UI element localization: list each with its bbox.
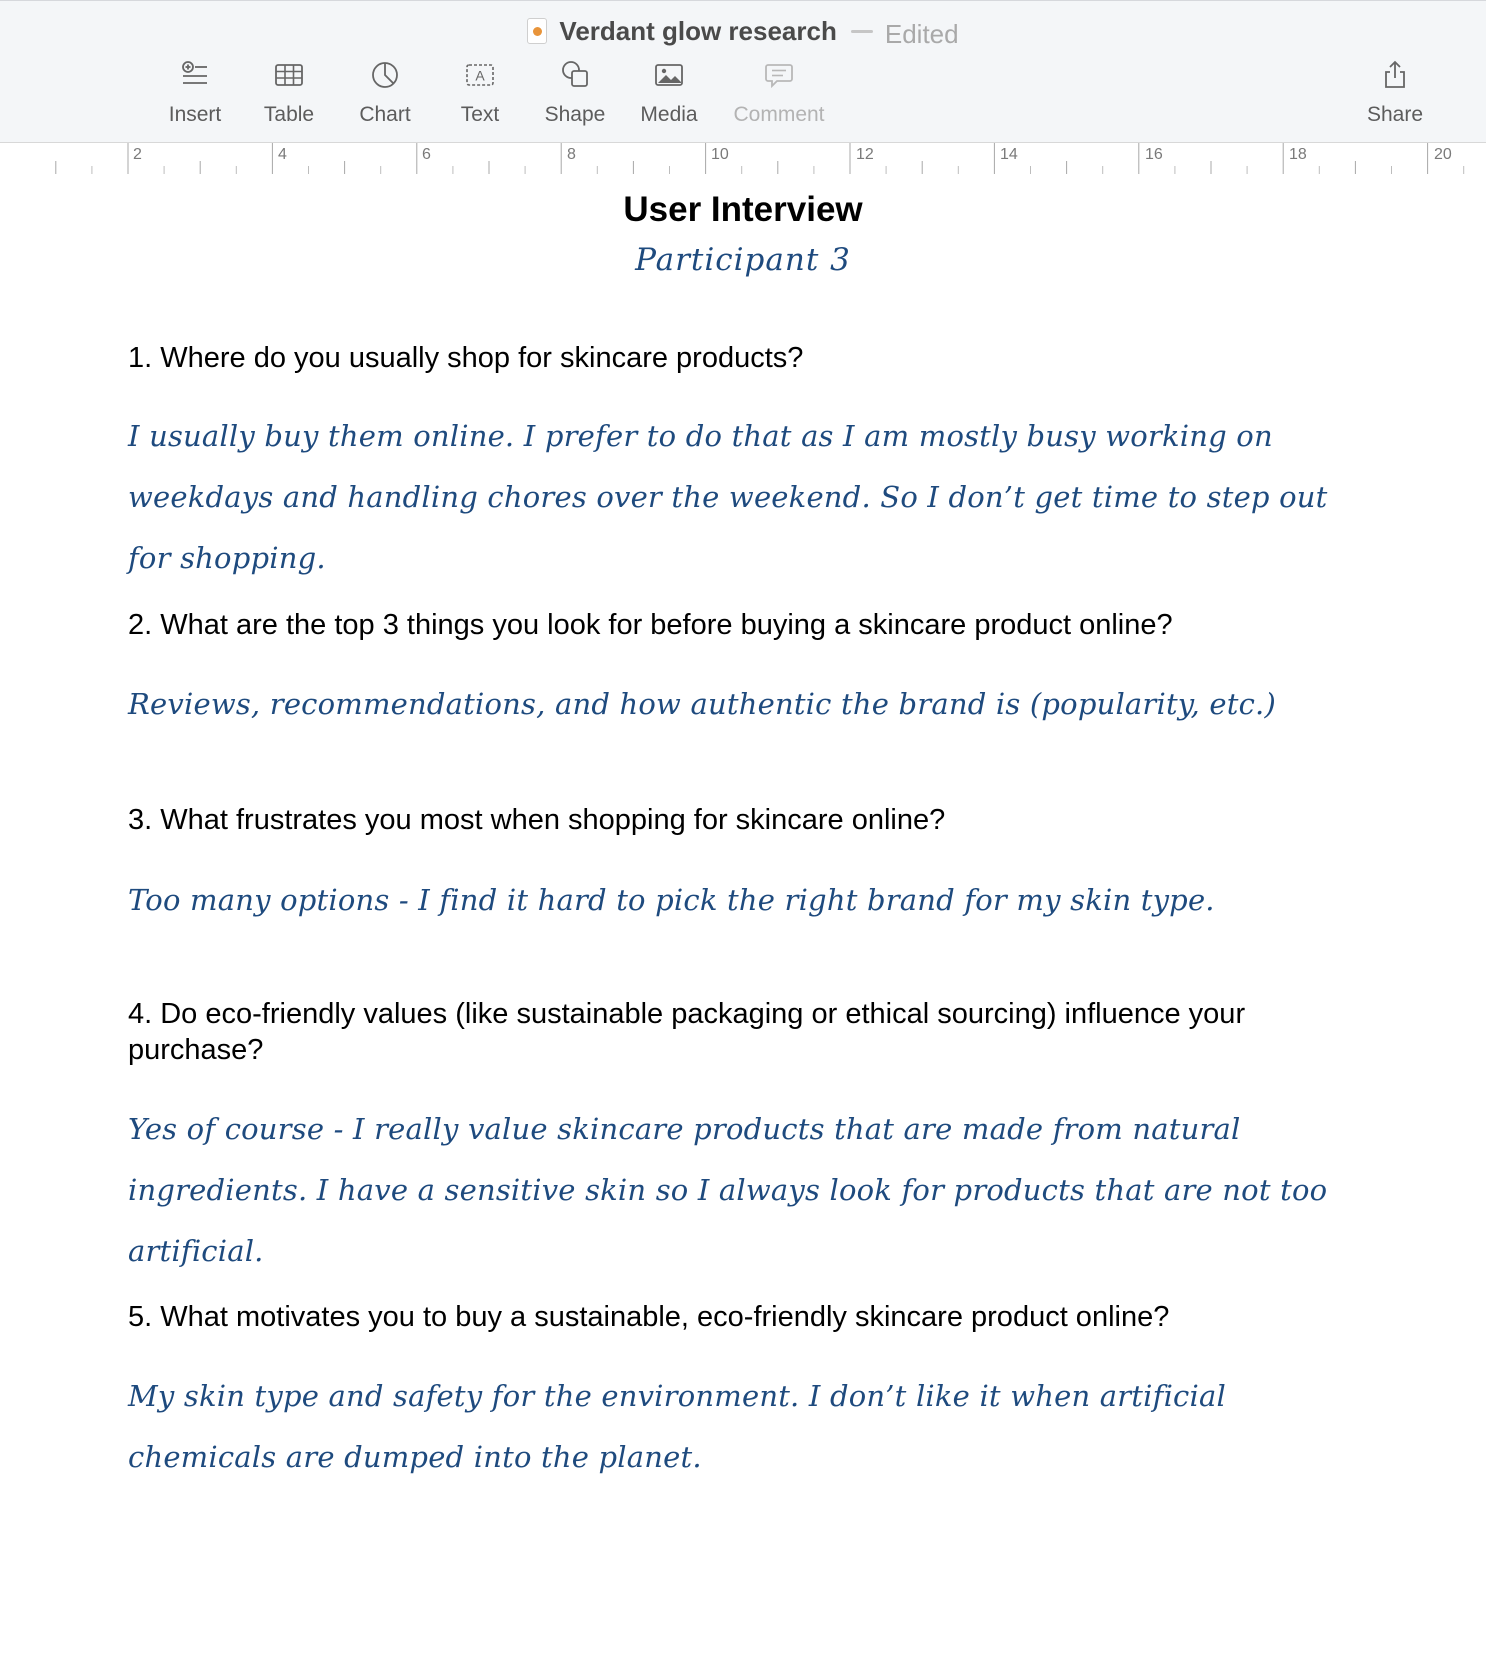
speech-bubble-icon [763, 59, 795, 91]
share-label: Share [1366, 103, 1424, 126]
shapes-icon [559, 59, 591, 91]
ruler-label: 12 [856, 146, 874, 163]
window-title[interactable]: Verdant glow research [559, 15, 837, 46]
comment-label: Comment [733, 103, 825, 126]
table-button[interactable] [234, 59, 344, 139]
media-button[interactable] [614, 59, 724, 139]
photo-icon [653, 59, 685, 91]
svg-text:A: A [475, 67, 485, 84]
pages-document-icon [527, 18, 547, 44]
answer-1[interactable]: I usually buy them online. I prefer to do that as I am mostly busy working on weekdays and handling chores over the weekend. So I don’t get time to step out for shopping. [128, 419, 1328, 575]
ruler-label: 10 [711, 146, 729, 163]
insert-list-icon [179, 59, 211, 91]
table-grid-icon [273, 59, 305, 91]
share-button[interactable] [1340, 59, 1450, 139]
comment-button[interactable] [724, 59, 834, 139]
chart-button[interactable] [330, 59, 440, 139]
answer-2[interactable]: Reviews, recommendations, and how authentic the brand is (popularity, etc.) [128, 687, 1276, 721]
insert-label: Insert [168, 103, 222, 126]
document-subheading[interactable]: Participant 3 [635, 242, 851, 278]
question-3[interactable]: 3. What frustrates you most when shopping for skincare online? [128, 804, 946, 836]
table-label: Table [263, 103, 315, 126]
question-1[interactable]: 1. Where do you usually shop for skincare products? [128, 342, 804, 374]
ruler-label: 8 [567, 146, 576, 163]
ruler-label: 16 [1145, 146, 1163, 163]
question-5[interactable]: 5. What motivates you to buy a sustainable, eco-friendly skincare product online? [128, 1301, 1170, 1333]
ruler-label: 20 [1434, 146, 1452, 163]
edited-status: Edited [884, 18, 959, 49]
answer-5[interactable]: My skin type and safety for the environment. I don’t like it when artificial chemicals are dumped into the planet. [128, 1379, 1226, 1474]
text-label: Text [460, 103, 500, 126]
chart-label: Chart [359, 103, 411, 126]
text-button[interactable] [425, 59, 535, 139]
ruler-label: 6 [422, 146, 431, 163]
horizontal-ruler[interactable] [0, 142, 1486, 175]
ruler-label: 4 [278, 146, 287, 163]
share-arrow-icon [1379, 59, 1411, 91]
answer-4[interactable]: Yes of course - I really value skincare products that are made from natural ingredients. I have a sensitive skin so I always look for products that are not too artificial. [128, 1112, 1328, 1268]
text-box-icon [464, 59, 496, 91]
ruler-ticks [0, 143, 1486, 174]
ruler-label: 2 [133, 146, 142, 163]
shape-label: Shape [544, 103, 606, 126]
media-label: Media [640, 103, 698, 126]
toolbar [0, 0, 1486, 143]
title-bar [0, 11, 1486, 51]
document-page[interactable] [0, 174, 1486, 1658]
question-2[interactable]: 2. What are the top 3 things you look for before buying a skincare product online? [128, 609, 1173, 641]
answer-3[interactable]: Too many options - I find it hard to pick the right brand for my skin type. [128, 883, 1215, 917]
ruler-label: 18 [1289, 146, 1307, 163]
document-heading[interactable]: User Interview [623, 190, 863, 229]
pie-chart-icon [369, 59, 401, 91]
title-separator [851, 30, 873, 33]
question-4[interactable]: 4. Do eco-friendly values (like sustainable packaging or ethical sourcing) influence your purchase? [128, 998, 1246, 1066]
ruler-label: 14 [1000, 146, 1018, 163]
